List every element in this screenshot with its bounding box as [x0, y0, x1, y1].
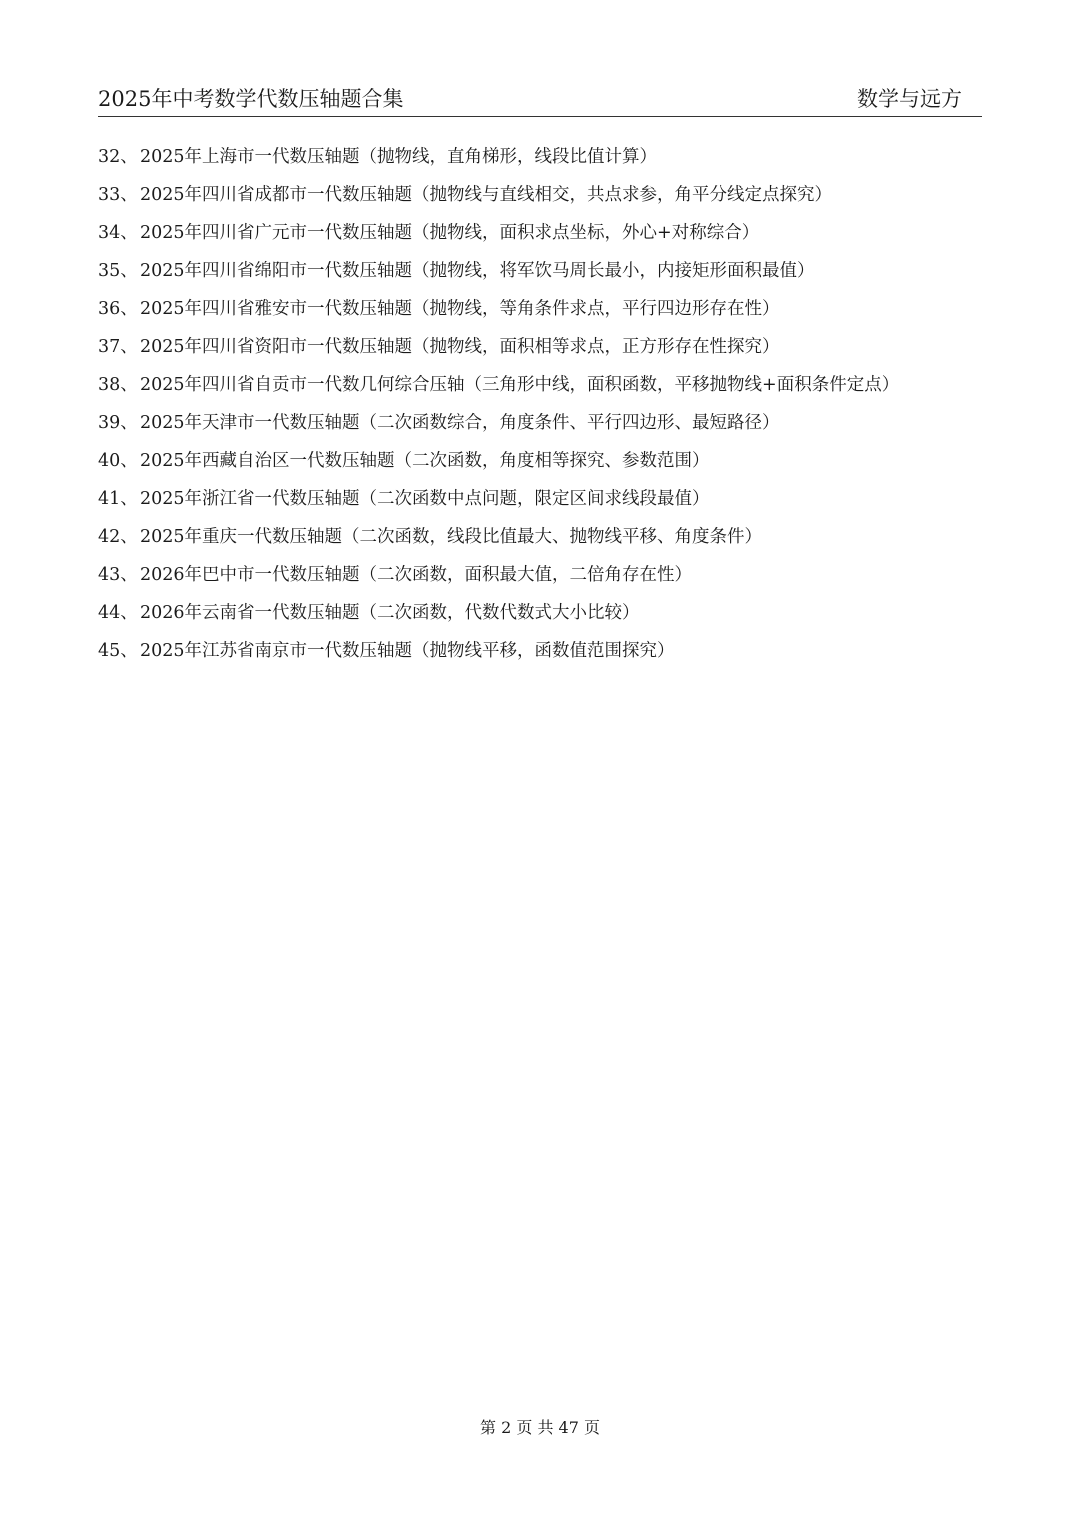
item-title: 2026年云南省一代数压轴题（二次函数，代数代数式大小比较）: [140, 603, 640, 623]
list-item: [98, 219, 982, 257]
list-item: [98, 181, 982, 219]
item-number: 38、: [98, 375, 138, 395]
list-item: [98, 371, 982, 409]
item-title: 2025年重庆一代数压轴题（二次函数，线段比值最大、抛物线平移、角度条件）: [140, 527, 763, 547]
document-title: 2025年中考数学代数压轴题合集: [98, 87, 404, 111]
item-title: 2025年四川省绵阳市一代数压轴题（抛物线，将军饮马周长最小，内接矩形面积最值）: [140, 261, 815, 281]
item-number: 34、: [98, 223, 138, 243]
item-title: 2025年西藏自治区一代数压轴题（二次函数，角度相等探究、参数范围）: [140, 451, 710, 471]
page-footer: [0, 1415, 1080, 1438]
list-item: [98, 257, 982, 295]
item-number: 35、: [98, 261, 138, 281]
list-item: [98, 561, 982, 599]
list-item: [98, 447, 982, 485]
page-header: [98, 86, 982, 117]
list-item: [98, 637, 982, 675]
brand-name: 数学与远方: [857, 87, 962, 111]
item-number: 42、: [98, 527, 138, 547]
item-number: 43、: [98, 565, 138, 585]
item-number: 36、: [98, 299, 138, 319]
item-title: 2026年巴中市一代数压轴题（二次函数，面积最大值，二倍角存在性）: [140, 565, 693, 585]
page-number: 第 2 页 共 47 页: [480, 1418, 600, 1437]
item-title: 2025年上海市一代数压轴题（抛物线，直角梯形，线段比值计算）: [140, 147, 658, 167]
list-item: [98, 409, 982, 447]
item-number: 32、: [98, 147, 138, 167]
table-of-contents: [98, 143, 982, 675]
item-number: 44、: [98, 603, 138, 623]
list-item: [98, 333, 982, 371]
item-number: 41、: [98, 489, 138, 509]
item-number: 33、: [98, 185, 138, 205]
list-item: [98, 485, 982, 523]
list-item: [98, 599, 982, 637]
list-item: [98, 295, 982, 333]
list-item: [98, 523, 982, 561]
item-number: 39、: [98, 413, 138, 433]
item-title: 2025年四川省资阳市一代数压轴题（抛物线，面积相等求点，正方形存在性探究）: [140, 337, 780, 357]
item-number: 37、: [98, 337, 138, 357]
item-title: 2025年四川省广元市一代数压轴题（抛物线，面积求点坐标，外心+对称综合）: [140, 223, 760, 243]
item-title: 2025年四川省成都市一代数压轴题（抛物线与直线相交，共点求参，角平分线定点探究）: [140, 185, 833, 205]
item-number: 45、: [98, 641, 138, 661]
item-title: 2025年四川省雅安市一代数压轴题（抛物线，等角条件求点，平行四边形存在性）: [140, 299, 780, 319]
item-title: 2025年浙江省一代数压轴题（二次函数中点问题，限定区间求线段最值）: [140, 489, 710, 509]
list-item: [98, 143, 982, 181]
item-number: 40、: [98, 451, 138, 471]
item-title: 2025年四川省自贡市一代数几何综合压轴（三角形中线，面积函数，平移抛物线+面积条件定点）: [140, 375, 900, 395]
item-title: 2025年江苏省南京市一代数压轴题（抛物线平移，函数值范围探究）: [140, 641, 675, 661]
item-title: 2025年天津市一代数压轴题（二次函数综合，角度条件、平行四边形、最短路径）: [140, 413, 780, 433]
